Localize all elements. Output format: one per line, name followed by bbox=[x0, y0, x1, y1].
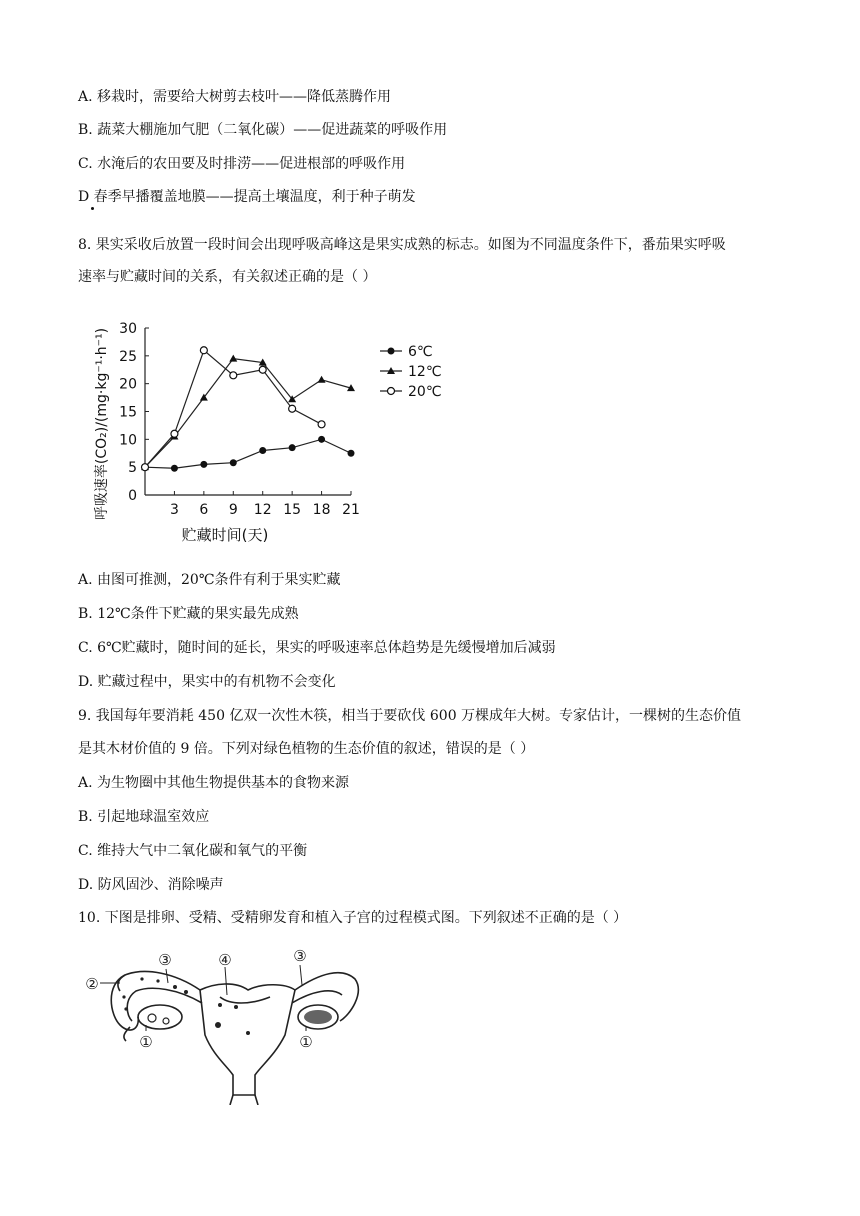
q9-option-b: B. 引起地球温室效应 bbox=[78, 809, 210, 825]
x-tick-label: 6 bbox=[199, 502, 209, 518]
chart-legend bbox=[380, 344, 442, 400]
right-ovary-shading bbox=[304, 1010, 332, 1024]
data-point bbox=[200, 347, 207, 354]
label-oviduct-left: ③ bbox=[158, 951, 172, 969]
data-point bbox=[289, 444, 296, 451]
q8-option-b: B. 12℃条件下贮藏的果实最先成熟 bbox=[78, 606, 299, 622]
label-egg: ② bbox=[85, 975, 99, 993]
q7-option-a: A. 移栽时，需要给大树剪去枝叶——降低蒸腾作用 bbox=[78, 89, 392, 105]
left-ovary-follicle bbox=[148, 1014, 156, 1022]
y-tick-label: 5 bbox=[128, 460, 137, 477]
data-point bbox=[289, 405, 296, 412]
q8-stem-line2: 速率与贮藏时间的关系，有关叙述正确的是（ ） bbox=[78, 269, 377, 285]
data-point bbox=[318, 376, 326, 383]
data-point bbox=[171, 430, 178, 437]
legend-label: 6℃ bbox=[408, 344, 433, 360]
label-ovary-right: ① bbox=[299, 1033, 313, 1051]
data-point bbox=[230, 459, 237, 466]
data-point bbox=[230, 372, 237, 379]
q7-option-d: D 春季早播覆盖地膜——提高土壤温度，利于种子萌发 bbox=[78, 189, 416, 205]
data-point bbox=[229, 355, 237, 362]
data-point bbox=[259, 447, 266, 454]
q8-option-a: A. 由图可推测，20℃条件有利于果实贮藏 bbox=[78, 572, 341, 588]
x-tick-label: 9 bbox=[228, 502, 238, 518]
label-oviduct-right: ③ bbox=[293, 947, 307, 965]
y-tick-label: 10 bbox=[119, 432, 137, 449]
left-ovary-follicle-small bbox=[163, 1018, 169, 1024]
series-line-1 bbox=[145, 359, 351, 468]
q8-option-c: C. 6℃贮藏时，随时间的延长，果实的呼吸速率总体趋势是先缓慢增加后减弱 bbox=[78, 640, 556, 656]
q7-option-c: C. 水淹后的农田要及时排涝——促进根部的呼吸作用 bbox=[78, 156, 406, 172]
legend-label: 12℃ bbox=[408, 364, 442, 380]
x-tick-label: 18 bbox=[312, 502, 331, 518]
data-point bbox=[142, 464, 149, 471]
x-tick-label: 15 bbox=[283, 502, 302, 518]
stray-dot bbox=[91, 207, 94, 210]
label-uterus: ④ bbox=[218, 951, 232, 969]
q8-option-d: D. 贮藏过程中，果实中的有机物不会变化 bbox=[78, 674, 336, 690]
y-tick-label: 20 bbox=[119, 376, 137, 393]
x-axis-label: 贮藏时间(天) bbox=[181, 526, 269, 544]
data-point bbox=[171, 465, 178, 472]
data-point bbox=[348, 450, 355, 457]
data-point bbox=[259, 366, 266, 373]
x-tick-label: 3 bbox=[169, 502, 179, 518]
q8-stem-line1: 8. 果实采收后放置一段时间会出现呼吸高峰这是果实成熟的标志。如图为不同温度条件下，番茄果实呼吸 bbox=[78, 237, 726, 253]
y-tick-label: 25 bbox=[119, 348, 137, 365]
data-point bbox=[200, 461, 207, 468]
x-tick-label: 21 bbox=[342, 502, 360, 518]
legend-marker bbox=[388, 388, 395, 395]
data-point bbox=[318, 421, 325, 428]
y-tick-label: 30 bbox=[119, 321, 137, 337]
data-point bbox=[318, 436, 325, 443]
q9-stem-line2: 是其木材价值的 9 倍。下列对绿色植物的生态价值的叙述，错误的是（ ） bbox=[78, 741, 535, 757]
q7-option-b: B. 蔬菜大棚施加气肥（二氧化碳）——促进蔬菜的呼吸作用 bbox=[78, 122, 448, 138]
y-tick-label: 0 bbox=[128, 488, 137, 504]
q9-option-a: A. 为生物圈中其他生物提供基本的食物来源 bbox=[78, 775, 350, 791]
q9-stem-line1: 9. 我国每年要消耗 450 亿双一次性木筷，相当于要砍伐 600 万棵成年大树。专家估计，一棵树的生态价值 bbox=[78, 708, 742, 724]
reproductive-system-diagram bbox=[80, 945, 370, 1105]
legend-marker bbox=[388, 348, 395, 355]
x-tick-label: 12 bbox=[253, 502, 272, 518]
q9-option-d: D. 防风固沙、消除噪声 bbox=[78, 877, 224, 893]
respiration-rate-chart bbox=[88, 312, 468, 552]
chart-series bbox=[141, 347, 355, 472]
label-ovary-left: ① bbox=[139, 1033, 153, 1051]
q9-option-c: C. 维持大气中二氧化碳和氧气的平衡 bbox=[78, 843, 308, 859]
q10-stem: 10. 下图是排卵、受精、受精卵发育和植入子宫的过程模式图。下列叙述不正确的是（ ） bbox=[78, 910, 628, 926]
chart-axes bbox=[119, 321, 360, 518]
legend-label: 20℃ bbox=[408, 384, 442, 400]
y-axis-label: 呼吸速率(CO₂)/(mg·kg⁻¹·h⁻¹) bbox=[94, 327, 110, 521]
y-tick-label: 15 bbox=[119, 404, 137, 421]
series-line-0 bbox=[145, 439, 351, 468]
